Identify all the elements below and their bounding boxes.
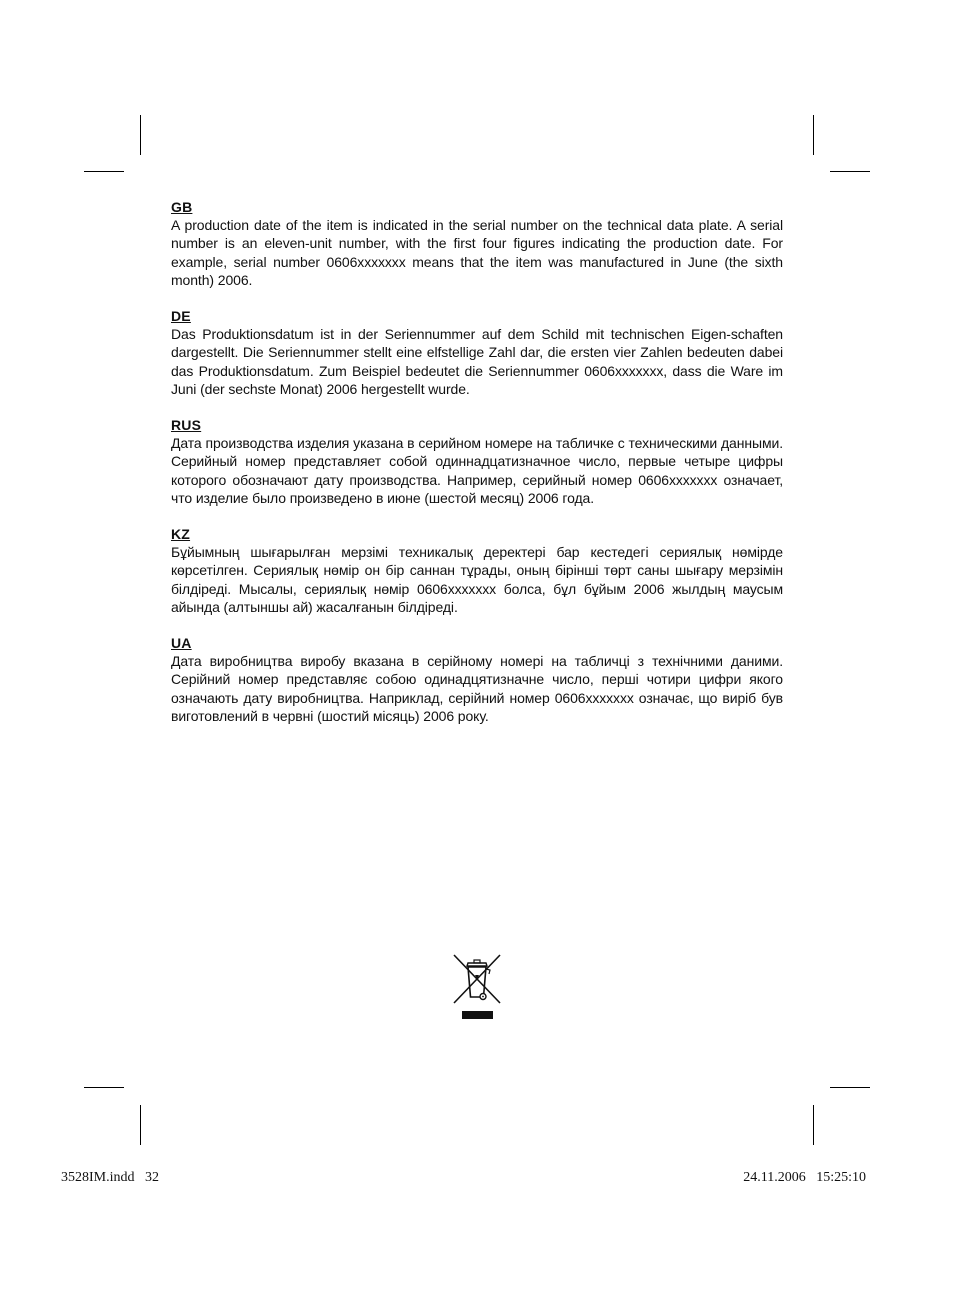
crop-mark-top-right-vertical [813, 115, 814, 155]
section-text: Дата производства изделия указана в серийном номере на табличке с техническими данными. Серийный номер представляет собой одиннадцатизначное число, первые четыре цифры которого обозначают дату производства. Например, серийный номер 0606xxxxxxx означает, что изделие было произведено в июне (шестой месяц) 2006 года. [171, 435, 783, 506]
footer-file-info: 3528IM.indd 32 [61, 1170, 159, 1185]
crop-mark-top-left-horizontal [84, 171, 124, 172]
section-kz [171, 525, 783, 616]
section-code: DE [171, 308, 191, 325]
section-text: Das Produktionsdatum ist in der Seriennummer auf dem Schild mit technischen Eigen-schaften dargestellt. Die Seriennummer stellt eine elfstellige Zahl dar, die ersten vier Zahlen bedeuten dabei das Produktionsdatum. Zum Beispiel bedeutet die Seriennummer 0606xxxxxxx, dass die Ware im Juni (der sechste Monat) 2006 hergestellt wurde. [171, 326, 783, 397]
crop-mark-bottom-left-horizontal [84, 1087, 124, 1088]
footer-timestamp: 24.11.2006 15:25:10 [743, 1170, 866, 1185]
section-ua [171, 634, 783, 725]
section-text: Бұйымның шығарылған мерзімі техникалық деректері бар кестедегі сериялық нөмірде көрсетілген. Сериялық нөмір он бір саннан тұрады, оның бірінші төрт саны шығару мерзімін білдіреді. Мысалы, сериялық нөмір 0606xxxxxxx болса, бұл бұйым 2006 жылдың маусым айында (алтыншы ай) жасалғанын білдіреді. [171, 544, 783, 615]
section-rus [171, 416, 783, 507]
section-code: RUS [171, 417, 202, 434]
crossed-out-wheelie-bin-icon [452, 953, 502, 1021]
section-gb [171, 198, 783, 289]
crop-mark-bottom-right-horizontal [830, 1087, 870, 1088]
section-de [171, 307, 783, 398]
crop-mark-bottom-left-vertical [140, 1105, 141, 1145]
section-code: KZ [171, 526, 191, 543]
crop-mark-top-right-horizontal [830, 171, 870, 172]
crop-mark-bottom-right-vertical [813, 1105, 814, 1145]
section-code: UA [171, 635, 192, 652]
section-code: GB [171, 199, 193, 215]
document-body [171, 198, 783, 743]
section-text: A production date of the item is indicated in the serial number on the technical data plate. A serial number is an eleven-unit number, with the first four figures indicating the production date. For example, serial number 0606xxxxxxx means that the item was manufactured in June (the sixth month) 2006. [171, 217, 783, 288]
section-text: Дата виробництва виробу вказана в серійному номері на табличці з технічними даними. Серійний номер представляє собою одинадцятизначне число, перші чотири цифри якого означають дату виробництва. Наприклад, серійний номер 0606xxxxxxx означає, що виріб був виготовлений в червні (шостий місяць) 2006 року. [171, 653, 783, 724]
crop-mark-top-left-vertical [140, 115, 141, 155]
